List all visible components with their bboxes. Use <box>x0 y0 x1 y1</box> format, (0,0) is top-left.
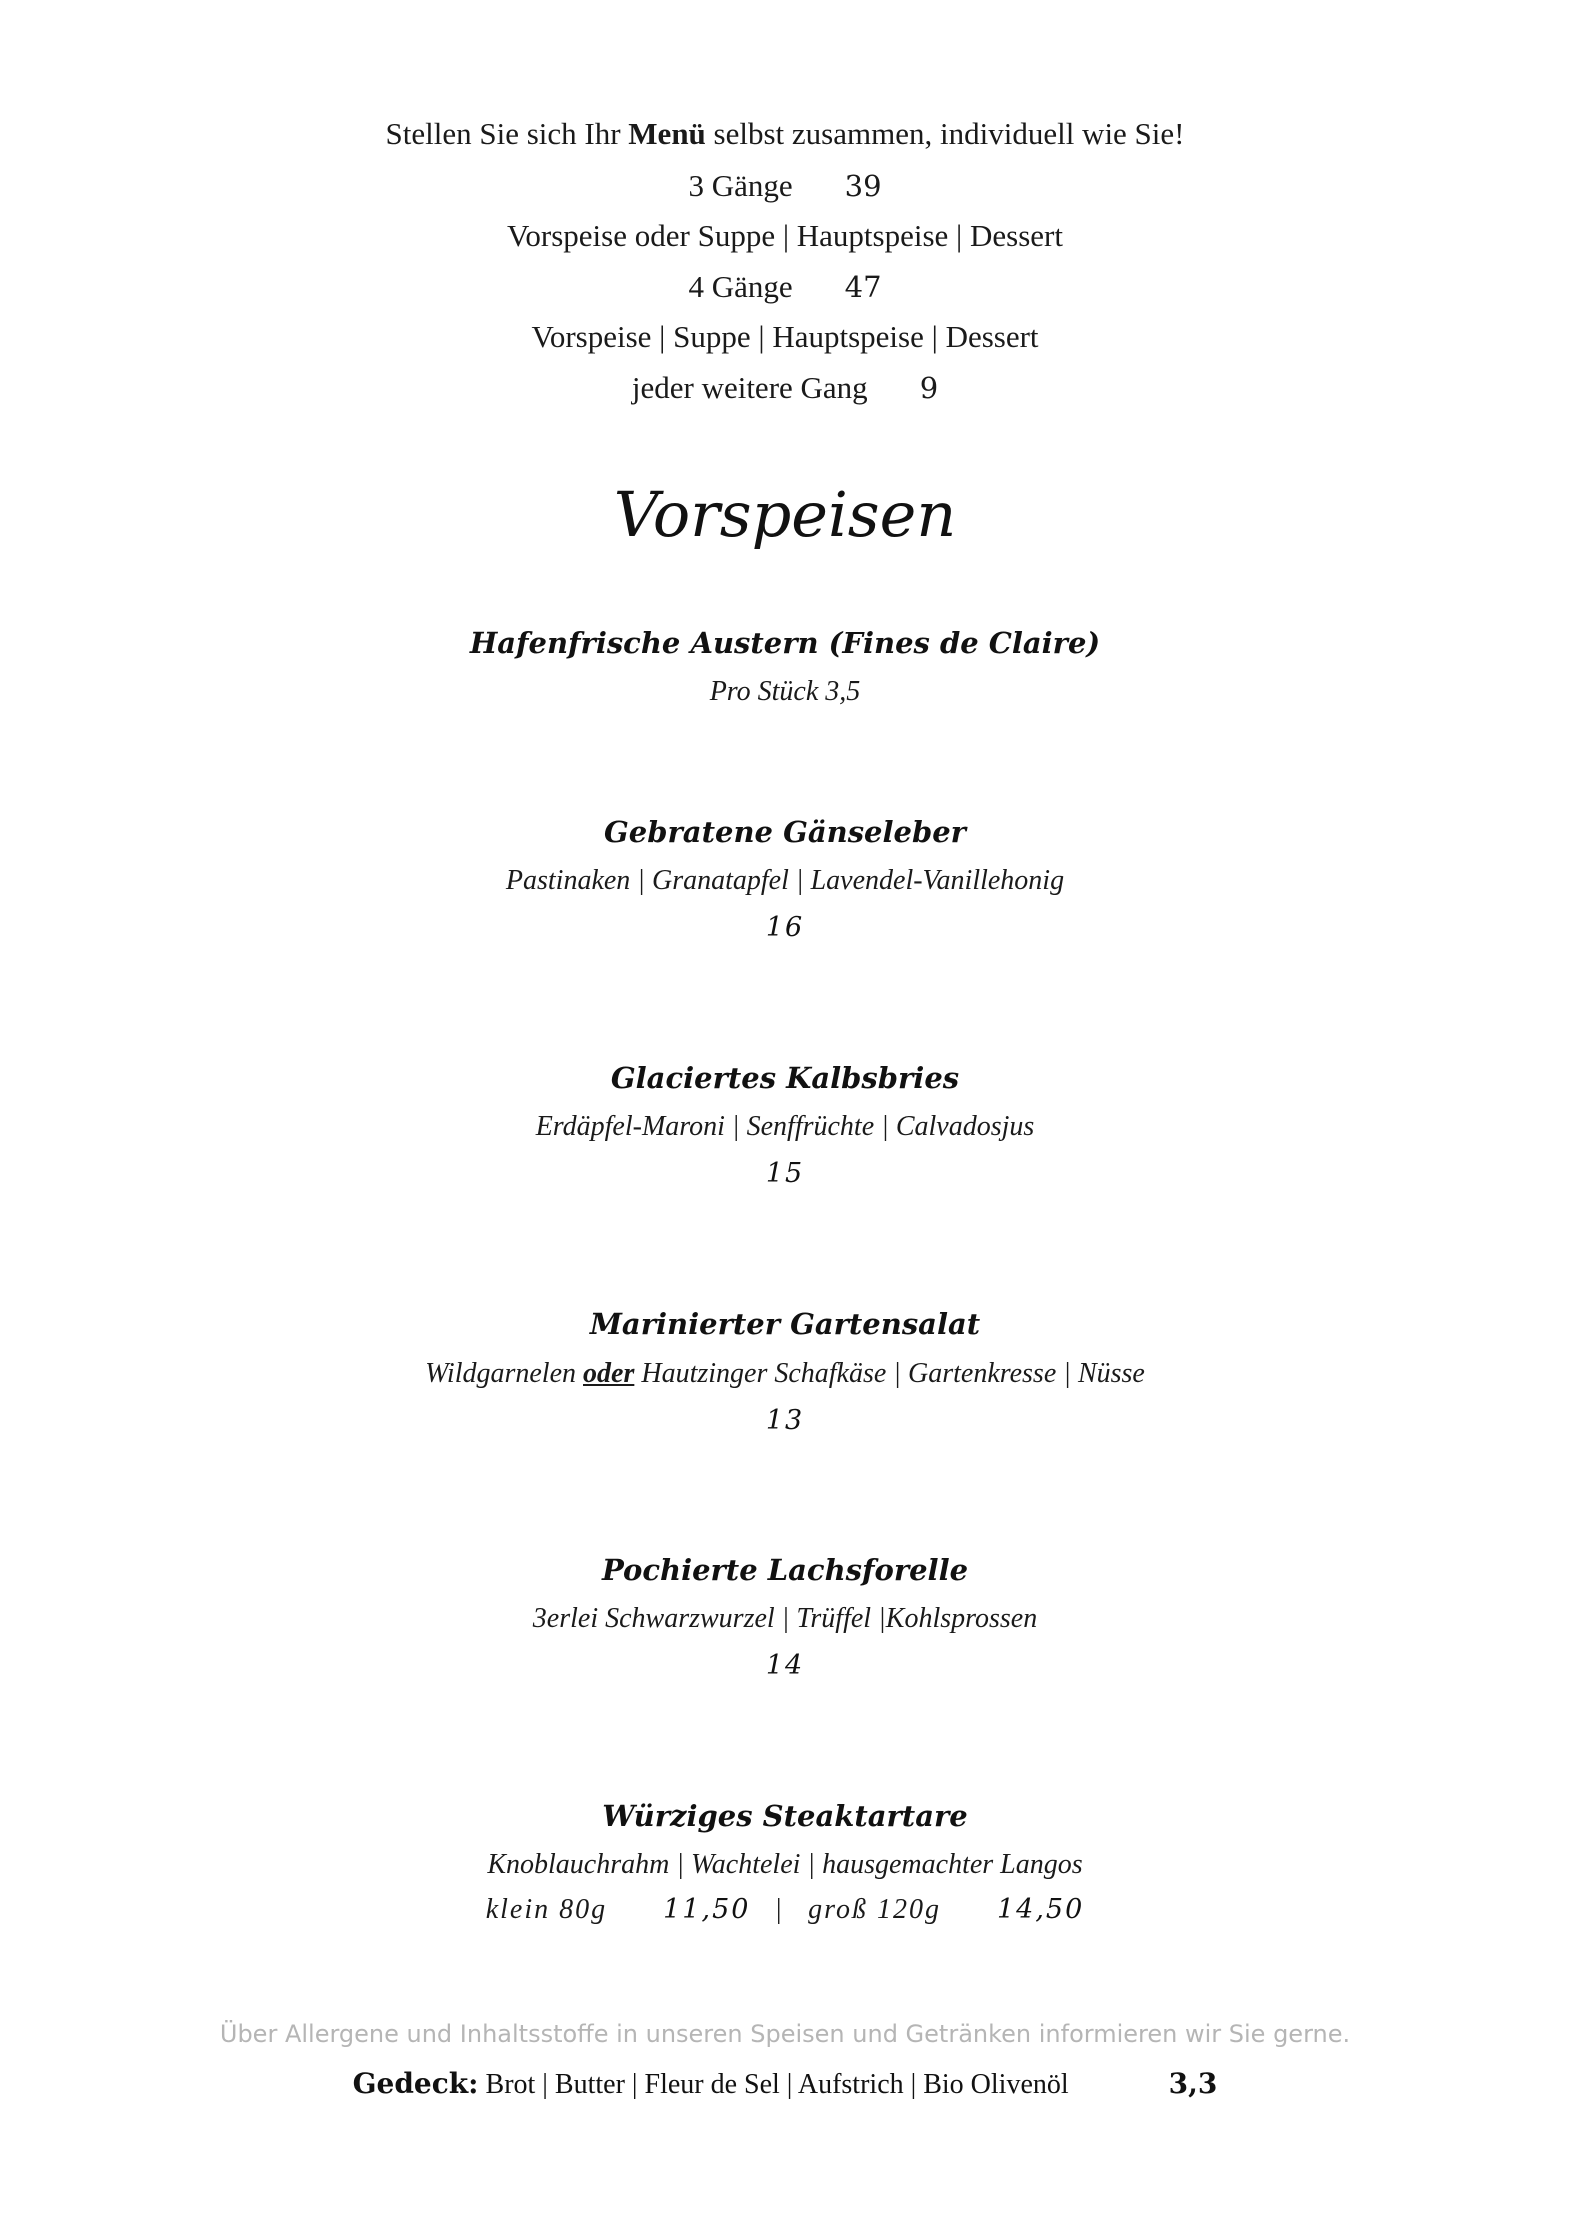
option-price: 39 <box>844 169 882 203</box>
intro-text-end: selbst zusammen, individuell wie Sie! <box>705 116 1185 151</box>
extra-course <box>0 370 1570 406</box>
option-label: 3 Gänge <box>688 168 793 203</box>
allergen-note: Über Allergene und Inhaltsstoffe in unseren Speisen und Getränken informieren wir Sie gerne. <box>219 2020 1351 2048</box>
option-price: 47 <box>844 270 882 304</box>
dish-desc: 3erlei Schwarzwurzel | Trüffel |Kohlsprossen <box>532 1603 1038 1634</box>
size-large-price: 14,50 <box>996 1894 1085 1925</box>
section-title: Vorspeisen <box>613 478 957 551</box>
dish-desc: Pastinaken | Granatapfel | Lavendel-Vanillehonig <box>505 865 1065 896</box>
dish-name: Würziges Steaktartare <box>602 1799 968 1833</box>
dish-price: 15 <box>765 1158 805 1189</box>
gedeck-label: Gedeck: <box>352 2067 479 2100</box>
size-separator: | <box>774 1894 785 1925</box>
dish-price: 14 <box>765 1650 805 1681</box>
dish-name: Marinierter Gartensalat <box>589 1307 981 1341</box>
dish-name: Gebratene Gänseleber <box>604 815 966 849</box>
size-small-label: klein 80g <box>485 1894 608 1925</box>
gedeck-line <box>0 2067 1570 2101</box>
desc-part: Hautzinger Schafkäse | Gartenkresse | Nüsse <box>634 1358 1145 1389</box>
option-4-desc: Vorspeise | Suppe | Hauptspeise | Dessert <box>531 319 1039 354</box>
dish-name: Glaciertes Kalbsbries <box>610 1061 960 1095</box>
option-label: 4 Gänge <box>688 269 793 304</box>
dish-price: 16 <box>765 912 805 943</box>
extra-label: jeder weitere Gang <box>631 370 868 405</box>
dish-price-note: Pro Stück 3,5 <box>709 676 861 707</box>
desc-part: Wildgarnelen <box>425 1358 584 1389</box>
dish-desc <box>0 1358 1570 1390</box>
gedeck-price: 3,3 <box>1168 2067 1218 2100</box>
size-small-price: 11,50 <box>663 1894 751 1925</box>
dish-price: 13 <box>765 1405 805 1436</box>
gedeck-items: Brot | Butter | Fleur de Sel | Aufstrich | Bio Olivenöl <box>478 2069 1069 2100</box>
intro-bold-menu: Menü <box>628 116 706 151</box>
option-4-gaenge <box>0 269 1570 305</box>
option-3-gaenge <box>0 168 1570 204</box>
option-3-desc: Vorspeise oder Suppe | Hauptspeise | Dessert <box>507 218 1063 253</box>
dish-name: Hafenfrische Austern (Fines de Claire) <box>469 626 1101 660</box>
dish-desc: Erdäpfel-Maroni | Senffrüchte | Calvadosjus <box>535 1111 1035 1142</box>
intro-text: Stellen Sie sich Ihr <box>385 116 629 151</box>
extra-price: 9 <box>919 371 939 405</box>
dish-name: Pochierte Lachsforelle <box>601 1553 969 1587</box>
desc-or-emphasis: oder <box>583 1358 635 1389</box>
intro-line <box>0 116 1570 152</box>
dish-desc: Knoblauchrahm | Wachtelei | hausgemachter Langos <box>487 1849 1083 1880</box>
size-large-label: groß 120g <box>808 1894 941 1925</box>
dish-size-prices <box>0 1894 1570 1926</box>
